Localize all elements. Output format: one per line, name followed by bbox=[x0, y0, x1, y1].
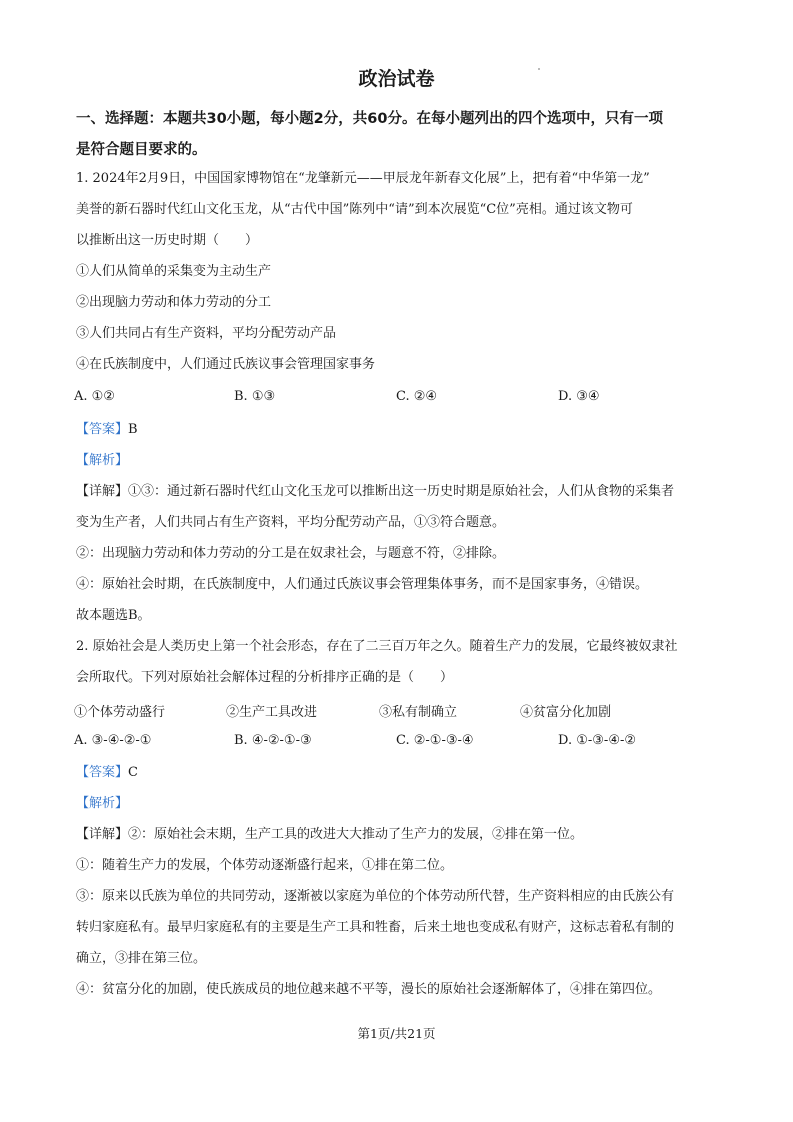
option-d: D. ③④ bbox=[558, 389, 600, 404]
option-c: C. ②-①-③-④ bbox=[396, 733, 474, 748]
option-c: C. ②④ bbox=[396, 389, 438, 404]
option-a: A. ③-④-②-① bbox=[74, 733, 152, 748]
question-stem-line: 会所取代。下列对原始社会解体过程的分析排序正确的是（ ） bbox=[76, 670, 454, 685]
question-1 bbox=[76, 163, 726, 380]
analysis-tag: 【解析】 bbox=[76, 453, 129, 468]
page-title: 政治试卷 bbox=[358, 68, 435, 90]
detail-tag: 【详解】 bbox=[76, 484, 129, 499]
question-item: ④贫富分化加剧 bbox=[520, 705, 612, 720]
detail-line: ①：随着生产力的发展，个体劳动逐渐盛行起来，①排在第二位。 bbox=[76, 858, 454, 873]
detail-line: ④：贫富分化的加剧，使氏族成员的地位越来越不平等，漫长的原始社会逐渐解体了，④排在第四位。 bbox=[76, 982, 662, 997]
question-item: ④在氏族制度中，人们通过氏族议事会管理国家事务 bbox=[76, 357, 376, 372]
detail-line bbox=[76, 476, 726, 507]
answer-value: C bbox=[128, 765, 138, 780]
question-item: ②出现脑力劳动和体力劳动的分工 bbox=[76, 295, 272, 310]
detail-line: 转归家庭私有。最早归家庭私有的主要是生产工具和牲畜，后来土地也变成私有财产，这标志着私有制的 bbox=[76, 920, 675, 935]
detail-line: 确立，③排在第三位。 bbox=[76, 951, 207, 966]
detail-line: ③：原来以氏族为单位的共同劳动，逐渐被以家庭为单位的个体劳动所代替，生产资料相应的由氏族公有 bbox=[76, 889, 675, 904]
question-stem-line: 美誉的新石器时代红山文化玉龙，从“古代中国”陈列中“请”到本次展览“C位”亮相。通过该文物可 bbox=[76, 202, 633, 217]
analysis-line bbox=[76, 788, 726, 819]
option-d: D. ①-③-④-② bbox=[558, 733, 637, 748]
detail-line bbox=[76, 819, 726, 850]
question-item: ①个体劳动盛行 bbox=[74, 705, 166, 720]
section-heading bbox=[76, 104, 726, 166]
analysis-line bbox=[76, 445, 726, 476]
option-a: A. ①② bbox=[74, 389, 115, 404]
detail-line: 故本题选B。 bbox=[76, 608, 151, 623]
question-item: ③人们共同占有生产资料，平均分配劳动产品 bbox=[76, 326, 337, 341]
question-stem-line: 2. 原始社会是人类历史上第一个社会形态，存在了二三百万年之久。随着生产力的发展，它最终被奴隶社 bbox=[76, 639, 678, 654]
question-2 bbox=[76, 631, 726, 693]
question-item: ③私有制确立 bbox=[379, 705, 458, 720]
analysis-tag: 【解析】 bbox=[76, 796, 129, 811]
question-stem-line: 1. 2024年2月9日，中国国家博物馆在“龙肇新元——甲辰龙年新春文化展”上，把有着“中华第一龙” bbox=[76, 171, 650, 186]
detail-line: ②：出现脑力劳动和体力劳动的分工是在奴隶社会，与题意不符，②排除。 bbox=[76, 546, 506, 561]
section-heading-line: 一、选择题：本题共30小题，每小题2分，共60分。在每小题列出的四个选项中，只有一项 bbox=[76, 111, 663, 127]
detail-line: ④：原始社会时期，在氏族制度中，人们通过氏族议事会管理集体事务，而不是国家事务，④错误。 bbox=[76, 577, 649, 592]
answer-line bbox=[76, 414, 726, 445]
answer-line bbox=[76, 757, 726, 788]
answer-2-block bbox=[76, 757, 726, 1005]
answer-tag: 【答案】 bbox=[76, 422, 129, 437]
option-b: B. ①③ bbox=[234, 389, 276, 404]
option-b: B. ④-②-①-③ bbox=[234, 733, 312, 748]
page-number: 第1页/共21页 bbox=[357, 1026, 436, 1041]
detail-line: 变为生产者，人们共同占有生产资料，平均分配劳动产品，①③符合题意。 bbox=[76, 515, 506, 530]
question-stem-line: 以推断出这一历史时期（ ） bbox=[76, 233, 259, 248]
detail-tag: 【详解】 bbox=[76, 827, 129, 842]
detail-text: ①③：通过新石器时代红山文化玉龙可以推断出这一历史时期是原始社会，人们从食物的采集者 bbox=[128, 484, 675, 499]
detail-text: ②：原始社会末期，生产工具的改进大大推动了生产力的发展，②排在第一位。 bbox=[128, 827, 584, 842]
question-item: ①人们从简单的采集变为主动生产 bbox=[76, 264, 272, 279]
answer-tag: 【答案】 bbox=[76, 765, 129, 780]
section-heading-line: 是符合题目要求的。 bbox=[76, 142, 207, 158]
answer-1-block bbox=[76, 414, 726, 631]
answer-value: B bbox=[128, 422, 138, 437]
question-item: ②生产工具改进 bbox=[226, 705, 318, 720]
